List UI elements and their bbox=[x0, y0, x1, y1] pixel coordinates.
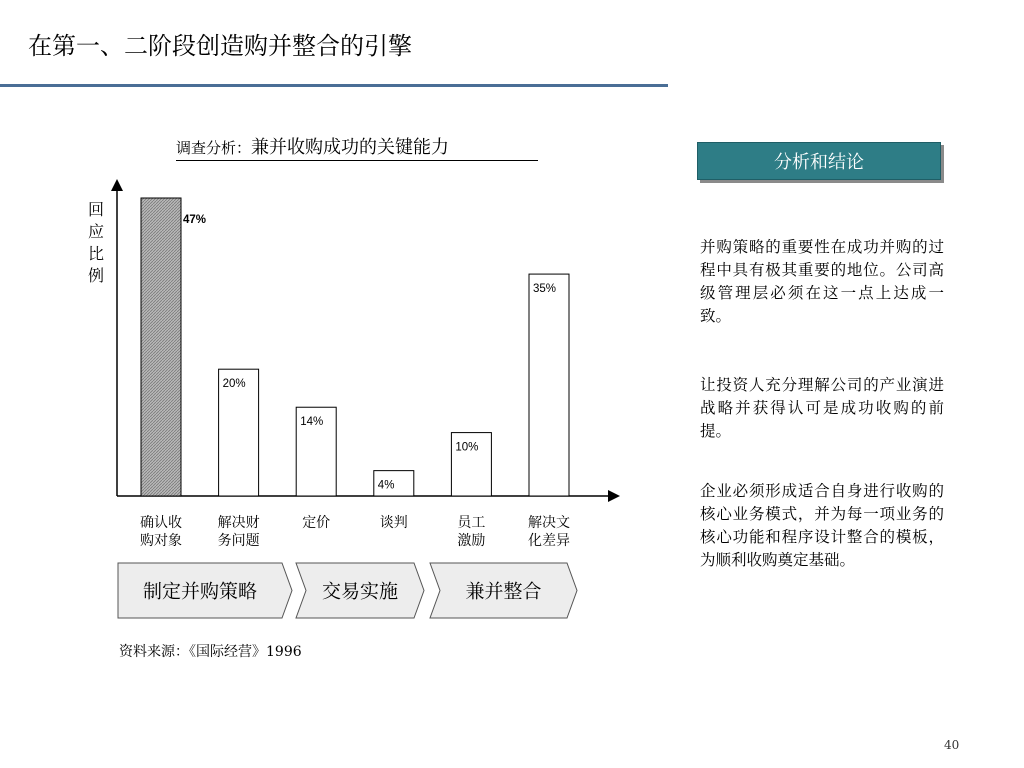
bar-6 bbox=[529, 274, 569, 496]
category-label: 激励 bbox=[457, 533, 486, 549]
bar-1 bbox=[141, 198, 181, 496]
phase-label-3: 兼并整合 bbox=[465, 580, 542, 603]
y-axis-label-char: 比 bbox=[87, 244, 105, 263]
phase-label-2: 交易实施 bbox=[321, 580, 399, 603]
y-axis-label-char: 应 bbox=[87, 222, 105, 241]
conclusion-paragraph-3: 企业必须形成适合自身进行收购的核心业务模式，并为每一项业务的核心功能和程序设计整合的模板，为顺利收购奠定基础。 bbox=[700, 482, 944, 569]
category-label: 确认收 bbox=[140, 515, 182, 531]
category-label: 解决文 bbox=[528, 515, 570, 531]
category-label: 员工 bbox=[457, 515, 486, 531]
page-number: 40 bbox=[944, 738, 960, 752]
y-axis-label-char: 例 bbox=[87, 266, 105, 285]
data-label-1: 47% bbox=[183, 214, 207, 226]
source-note: 资料来源：《国际经营》1996 bbox=[119, 644, 302, 660]
category-label: 解决财 bbox=[217, 515, 260, 531]
data-label-3: 14% bbox=[300, 416, 324, 429]
conclusion-header: 分析和结论 bbox=[697, 142, 941, 180]
slide-title: 在第一、二阶段创造购并整合的引擎 bbox=[28, 32, 412, 60]
chart-subtitle-lead: 调查分析： bbox=[176, 139, 252, 157]
data-label-2: 20% bbox=[222, 378, 246, 391]
conclusion-paragraph-1: 并购策略的重要性在成功并购的过程中具有极其重要的地位。公司高级管理层必须在这一点上达成一致。 bbox=[700, 238, 944, 325]
data-label-5: 10% bbox=[455, 441, 479, 454]
category-label: 化差异 bbox=[528, 533, 570, 549]
data-label-6: 35% bbox=[533, 283, 557, 296]
y-axis-label-char: 回 bbox=[87, 200, 105, 219]
category-label: 务问题 bbox=[217, 533, 260, 549]
conclusion-paragraph-2: 让投资人充分理解公司的产业演进战略并获得认可是成功收购的前提。 bbox=[700, 376, 944, 440]
data-label-4: 4% bbox=[377, 479, 395, 492]
category-label: 购对象 bbox=[140, 533, 182, 549]
category-label: 谈判 bbox=[379, 515, 408, 531]
chart-title: 兼并收购成功的关键能力 bbox=[251, 137, 450, 158]
phase-label-1: 制定并购策略 bbox=[142, 580, 258, 603]
category-label: 定价 bbox=[302, 515, 331, 531]
